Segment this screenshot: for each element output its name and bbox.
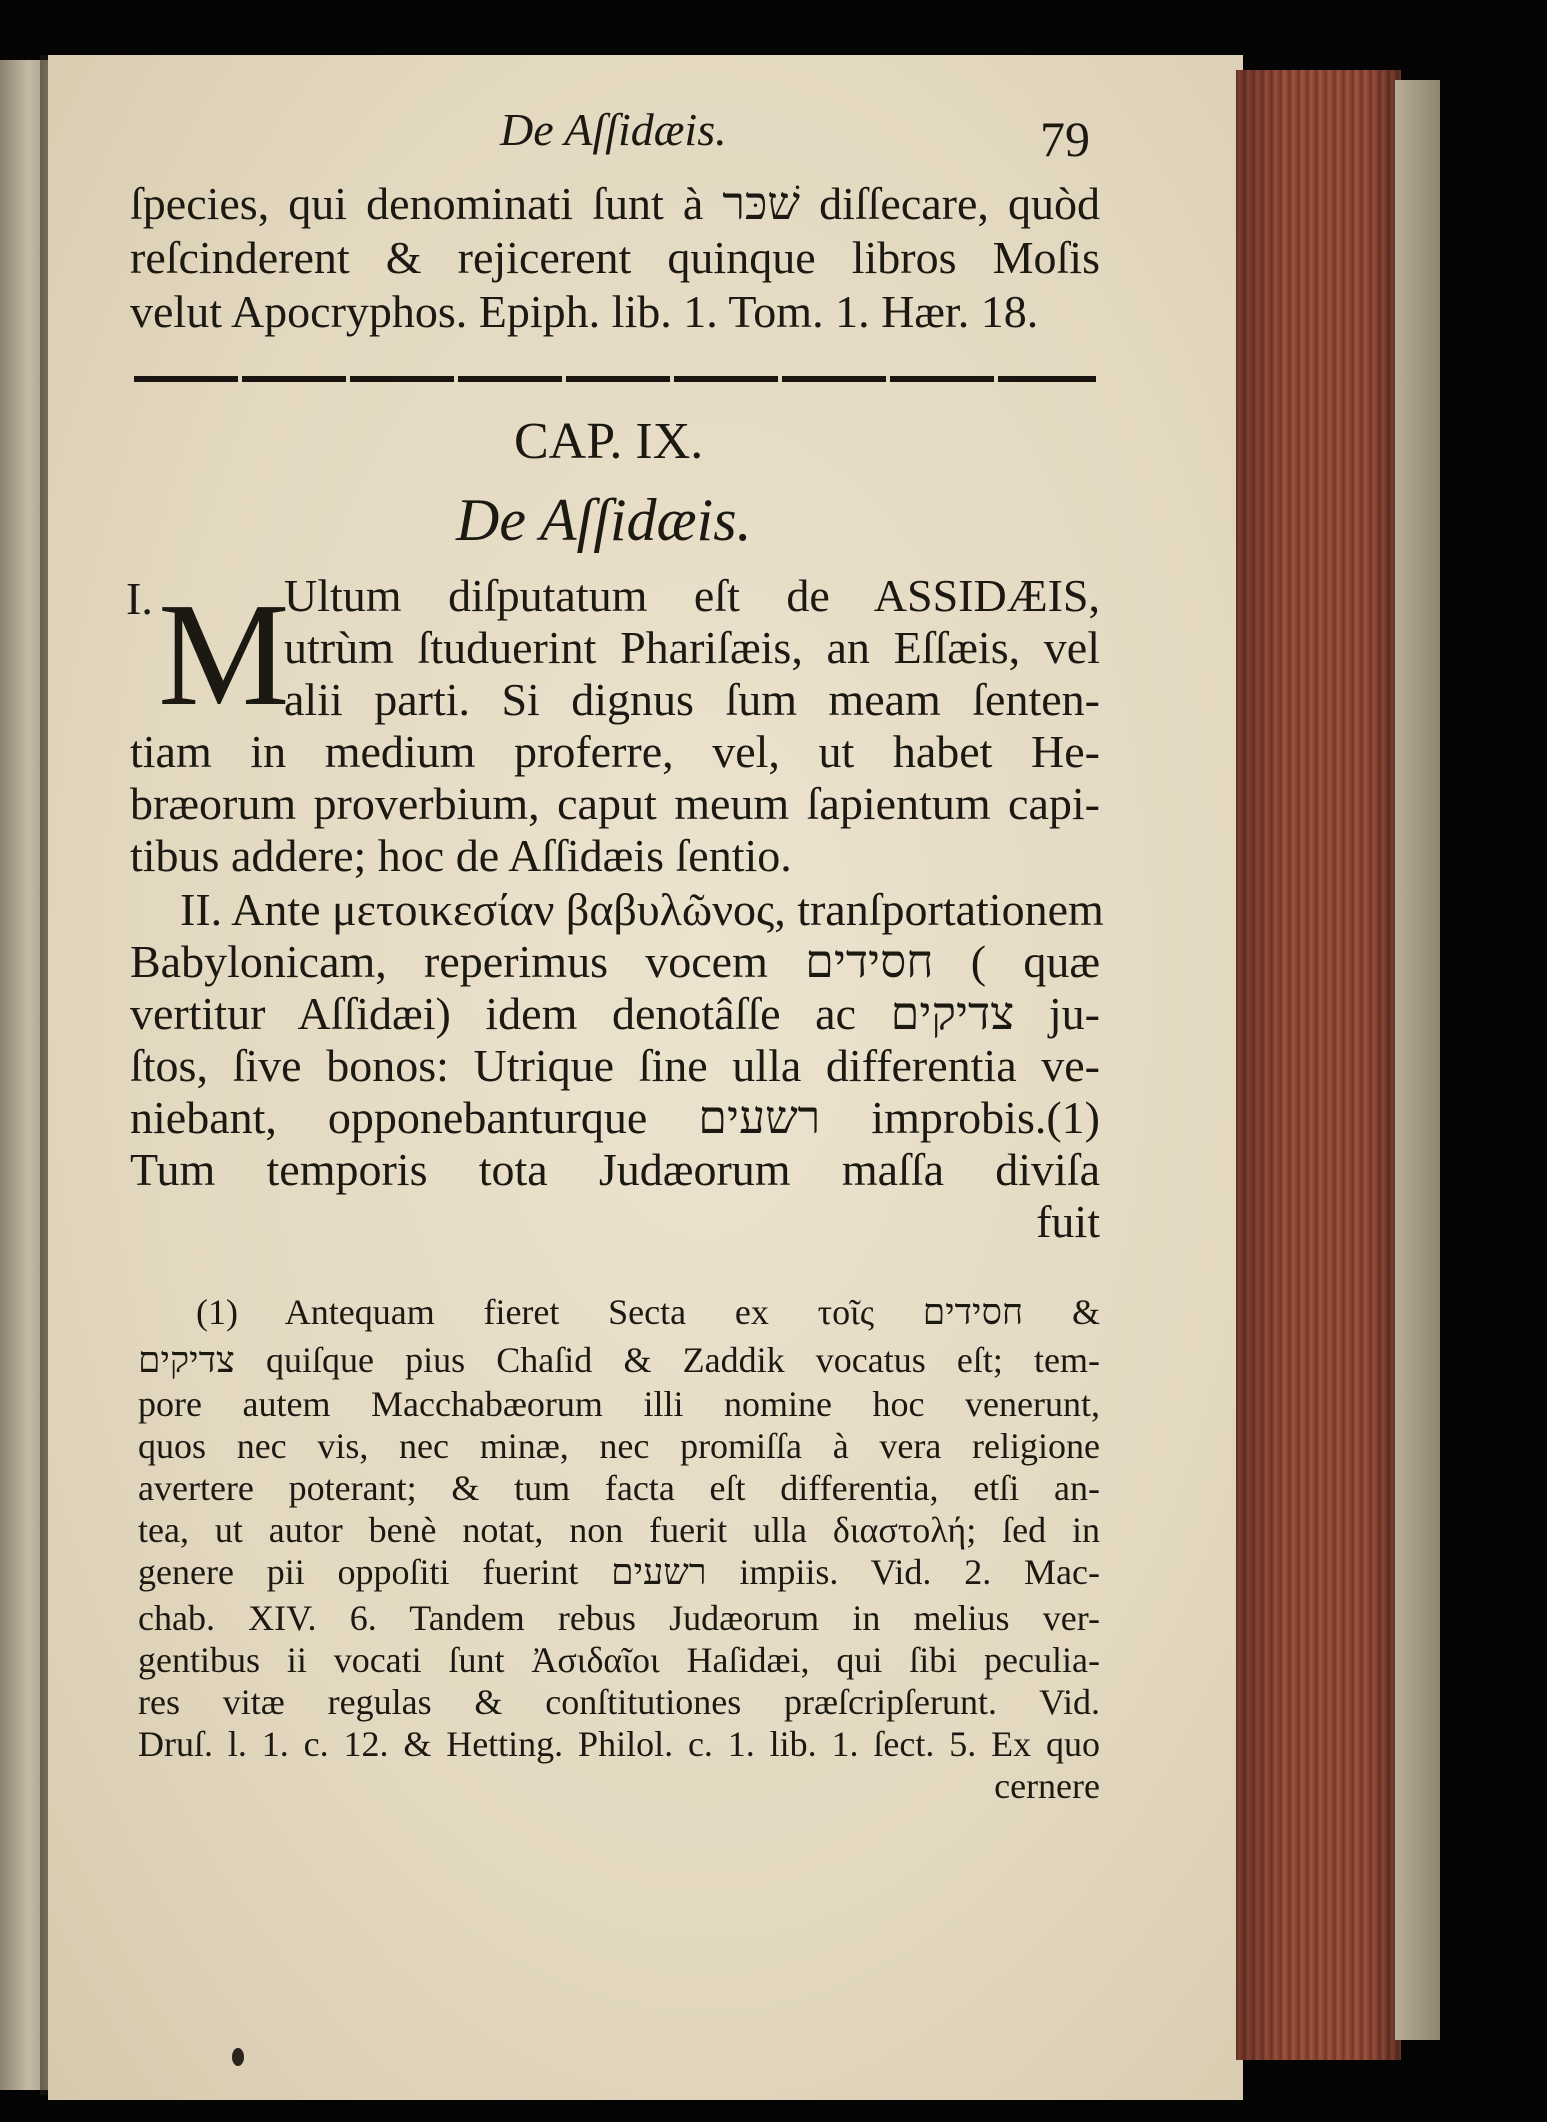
chapter-title: De Aſſidæis. <box>456 487 752 553</box>
footnote-line-10: res vitæ regulas & conſtitutiones præſcripſerunt. Vid. <box>138 1682 1100 1722</box>
top-line-1: ſpecies, qui denominati ſunt à שׁכּר diſſecare, quòd <box>130 178 1100 229</box>
footnote-line-3: pore autem Macchabæorum illi nomine hoc venerunt, <box>138 1384 1100 1424</box>
footnote-line-11: Druſ. l. 1. c. 12. & Hetting. Philol. c. 1. lib. 1. ſect. 5. Ex quo <box>138 1724 1100 1764</box>
s2-line-4: ſtos, ſive bonos: Utrique ſine ulla differentia ve- <box>130 1040 1100 1091</box>
section-divider-rule <box>134 376 1096 382</box>
s2-line-6: Tum temporis tota Judæorum maſſa diviſa <box>130 1144 1100 1195</box>
s2-line-2: Babylonicam, reperimus vocem חסידים ( quæ <box>130 936 1100 987</box>
running-title: De Aſſidæis. <box>500 104 727 155</box>
chapter-number: CAP. IX. <box>514 413 704 470</box>
footnote-line-8: chab. XIV. 6. Tandem rebus Judæorum in melius ver- <box>138 1598 1100 1638</box>
s2-line-1: II. Ante μετοικεσίαν βαβυλῶνος, tranſportationem <box>180 884 1104 935</box>
footnote-line-9: gentibus ii vocati ſunt Ἀσιδαῖοι Haſidæi, qui ſibi peculia- <box>138 1640 1100 1680</box>
page-number: 79 <box>1040 111 1090 167</box>
footnote-catchword: cernere <box>994 1766 1100 1806</box>
ink-spot <box>232 2048 244 2066</box>
s1-line-6: tibus addere; hoc de Aſſidæis ſentio. <box>130 830 792 881</box>
s1-line-4: tiam in medium proferre, vel, ut habet He- <box>130 726 1100 777</box>
s1-line-1: Ultum diſputatum eſt de ASSIDÆIS, <box>284 570 1100 621</box>
s2-line-3: vertitur Aſſidæi) idem denotâſſe ac צדיקים ju- <box>130 988 1100 1039</box>
top-line-3: velut Apocryphos. Epiph. lib. 1. Tom. 1. Hær. 18. <box>130 286 1039 337</box>
s1-line-2: utrùm ſtuduerint Phariſæis, an Eſſæis, vel <box>284 622 1100 673</box>
footnote-line-5: avertere poterant; & tum facta eſt differentia, etſi an- <box>138 1468 1100 1508</box>
footnote-line-7: genere pii oppoſiti fuerint רשעים impiis. Vid. 2. Mac- <box>138 1552 1100 1592</box>
footnote-line-6: tea, ut autor benè notat, non fuerit ulla διαστολή; ſed in <box>138 1510 1100 1550</box>
s1-line-3: alii parti. Si dignus ſum meam ſenten- <box>284 674 1100 725</box>
s2-catchword: fuit <box>1036 1196 1100 1247</box>
s2-line-5: niebant, opponebanturque רשעים improbis.(1) <box>130 1092 1100 1143</box>
footnote-line-1: (1) Antequam fieret Secta ex τοῖς חסידים & <box>196 1292 1100 1332</box>
footnote-line-2: צדיקים quiſque pius Chaſid & Zaddik vocatus eſt; tem- <box>138 1340 1100 1380</box>
top-line-2: reſcinderent & rejicerent quinque libros Moſis <box>130 232 1100 283</box>
section-number: I. <box>126 573 153 624</box>
drop-cap: M <box>158 573 290 737</box>
s1-line-5: bræorum proverbium, caput meum ſapientum capi- <box>130 778 1100 829</box>
footnote-line-4: quos nec vis, nec minæ, nec promiſſa à vera religione <box>138 1426 1100 1466</box>
